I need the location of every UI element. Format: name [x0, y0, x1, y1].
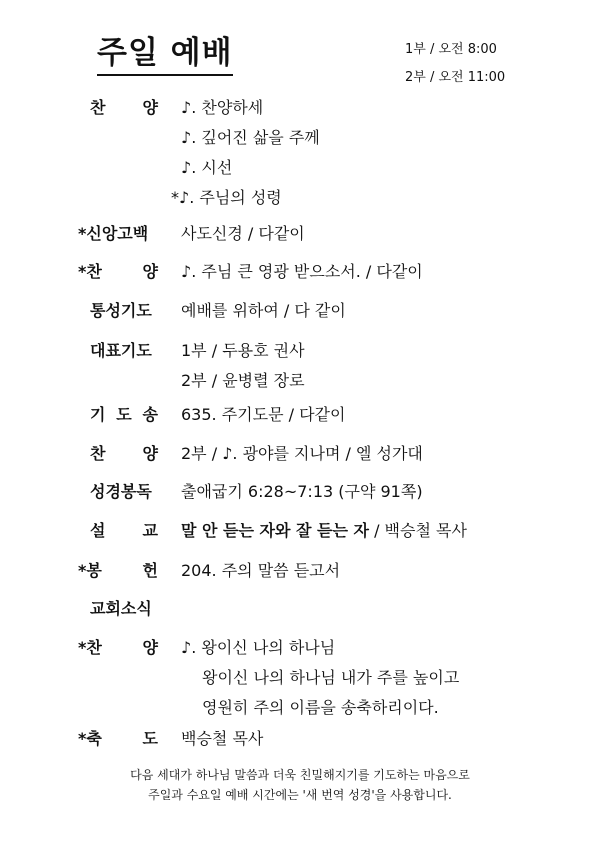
- order-label: 찬 양: [90, 444, 158, 463]
- order-label: 찬 양: [90, 98, 158, 117]
- song-line: ♪. 왕이신 나의 하나님: [181, 638, 336, 657]
- lyric-line: 영원히 주의 이름을 송축하리이다.: [202, 698, 439, 717]
- order-content: [181, 439, 423, 469]
- order-content: [181, 633, 459, 723]
- order-text: 예배를 위하여 / 다 같이: [181, 301, 346, 320]
- lyric-line: 왕이신 나의 하나님 내가 주를 높이고: [202, 668, 460, 687]
- service-time-1: 1부 / 오전 8:00: [405, 42, 497, 57]
- order-text: 1부 / 두용호 권사: [181, 341, 305, 360]
- song-line: *♪. 주님의 성령: [171, 188, 282, 207]
- order-label: *축 도: [78, 729, 158, 748]
- order-text: 2부 / ♪. 광야를 지나며 / 엘 성가대: [181, 444, 423, 463]
- order-label: 통성기도: [90, 301, 152, 320]
- service-times: [405, 36, 505, 92]
- order-label: *봉 헌: [78, 561, 158, 580]
- footer-line: 주일과 수요일 예배 시간에는 '새 번역 성경'을 사용합니다.: [148, 788, 452, 802]
- song-line: ♪. 찬양하세: [181, 98, 264, 117]
- order-text: 사도신경 / 다같이: [181, 224, 305, 243]
- order-content: [181, 296, 346, 326]
- order-text: ♪. 주님 큰 영광 받으소서. / 다같이: [181, 262, 423, 281]
- order-content: [181, 724, 263, 754]
- order-content: [181, 477, 423, 507]
- order-text: 출애굽기 6:28~7:13 (구약 91쪽): [181, 482, 423, 501]
- service-time-2: 2부 / 오전 11:00: [405, 70, 506, 85]
- preacher: / 백승철 목사: [368, 521, 467, 540]
- order-label: 대표기도: [90, 341, 152, 360]
- order-text: 백승철 목사: [181, 729, 264, 748]
- order-label: 기 도 송: [90, 405, 158, 424]
- order-content: [181, 556, 340, 586]
- order-text: 635. 주기도문 / 다같이: [181, 405, 346, 424]
- order-label: 성경봉독: [90, 482, 152, 501]
- song-line: ♪. 시선: [181, 158, 233, 177]
- order-text: 2부 / 윤병렬 장로: [181, 371, 305, 390]
- sermon-title: 말 안 듣는 자와 잘 듣는 자: [181, 521, 369, 540]
- order-content: [171, 93, 320, 213]
- order-content: [181, 336, 305, 396]
- order-label: 교회소식: [90, 599, 152, 618]
- order-content: [181, 219, 305, 249]
- song-line: ♪. 깊어진 삶을 주께: [181, 128, 320, 147]
- order-label: *찬 양: [78, 638, 158, 657]
- order-content: [181, 516, 467, 546]
- order-content: [181, 257, 423, 287]
- footer-line: 다음 세대가 하나님 말씀과 더욱 친밀해지기를 기도하는 마음으로: [130, 768, 470, 782]
- order-text: 204. 주의 말씀 듣고서: [181, 561, 341, 580]
- order-label: *신앙고백: [78, 224, 149, 243]
- page-title: 주일 예배: [97, 34, 233, 76]
- order-label: *찬 양: [78, 262, 158, 281]
- order-label: 설 교: [90, 521, 158, 540]
- order-content: [181, 400, 345, 430]
- footer-note: [0, 765, 600, 805]
